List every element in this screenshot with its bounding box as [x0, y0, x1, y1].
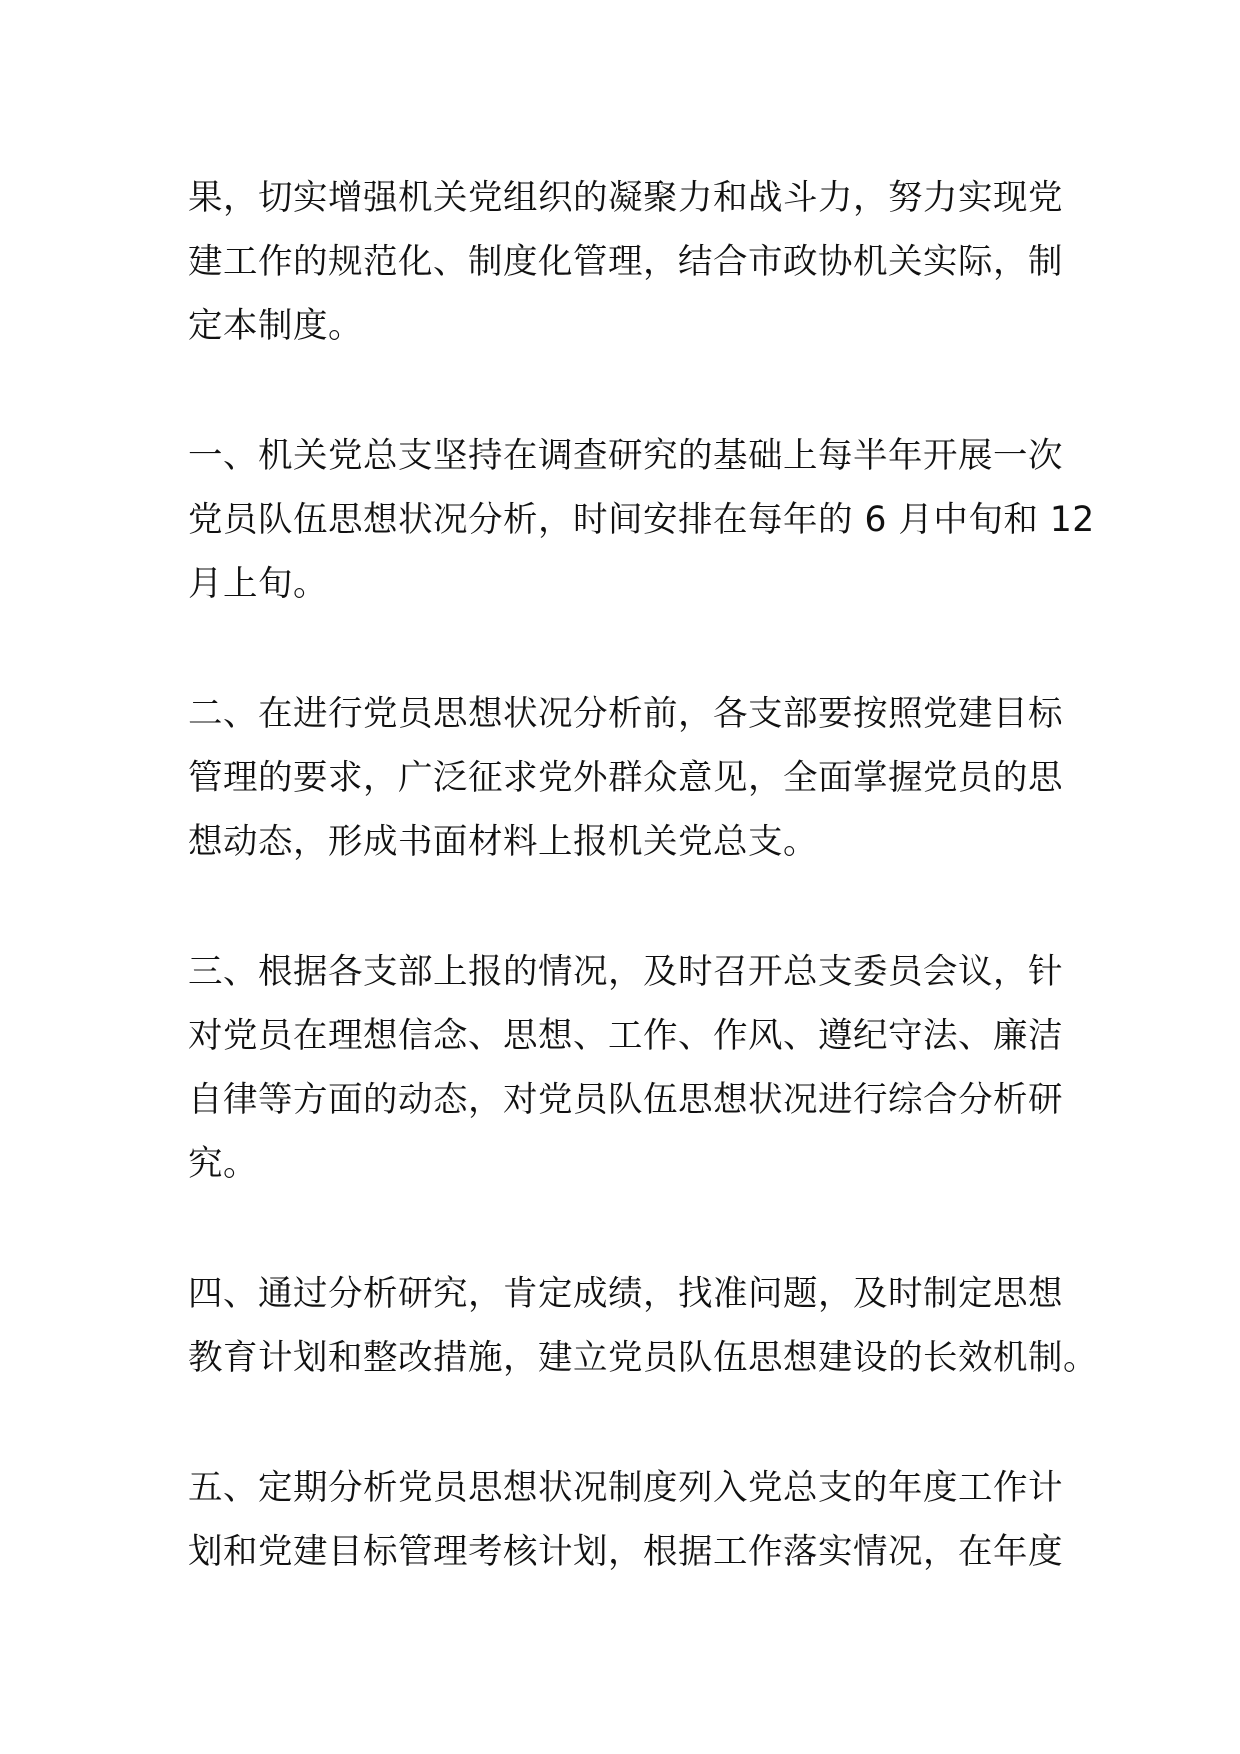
paragraph-line: 自律等方面的动态，对党员队伍思想状况进行综合分析研	[188, 1080, 1063, 1120]
paragraph-line: 教育计划和整改措施，建立党员队伍思想建设的长效机制。	[188, 1338, 1098, 1378]
paragraph-line: 管理的要求，广泛征求党外群众意见，全面掌握党员的思	[188, 758, 1063, 798]
paragraph-item-2	[188, 682, 1063, 874]
document-body	[188, 166, 1098, 1584]
paragraph-line: 党员队伍思想状况分析，时间安排在每年的 6 月中旬和 12	[188, 500, 1095, 540]
paragraph-item-3	[188, 940, 1063, 1196]
paragraph-line: 三、根据各支部上报的情况，及时召开总支委员会议，针	[188, 952, 1063, 992]
paragraph-intro-continuation	[188, 166, 1063, 358]
paragraph-line: 四、通过分析研究，肯定成绩，找准问题，及时制定思想	[188, 1274, 1063, 1314]
paragraph-line: 划和党建目标管理考核计划，根据工作落实情况，在年度	[188, 1532, 1063, 1572]
paragraph-line: 五、定期分析党员思想状况制度列入党总支的年度工作计	[188, 1468, 1063, 1508]
paragraph-line: 果，切实增强机关党组织的凝聚力和战斗力，努力实现党	[188, 178, 1063, 218]
paragraph-item-4	[188, 1262, 1098, 1390]
paragraph-line: 对党员在理想信念、思想、工作、作风、遵纪守法、廉洁	[188, 1016, 1063, 1056]
paragraph-line: 定本制度。	[188, 306, 363, 346]
paragraph-item-5	[188, 1456, 1063, 1584]
paragraph-line: 一、机关党总支坚持在调查研究的基础上每半年开展一次	[188, 436, 1063, 476]
paragraph-line: 想动态，形成书面材料上报机关党总支。	[188, 822, 818, 862]
paragraph-line: 究。	[188, 1144, 258, 1184]
paragraph-line: 二、在进行党员思想状况分析前，各支部要按照党建目标	[188, 694, 1063, 734]
paragraph-line: 建工作的规范化、制度化管理，结合市政协机关实际，制	[188, 242, 1063, 282]
paragraph-item-1	[188, 424, 1095, 616]
paragraph-line: 月上旬。	[188, 564, 328, 604]
